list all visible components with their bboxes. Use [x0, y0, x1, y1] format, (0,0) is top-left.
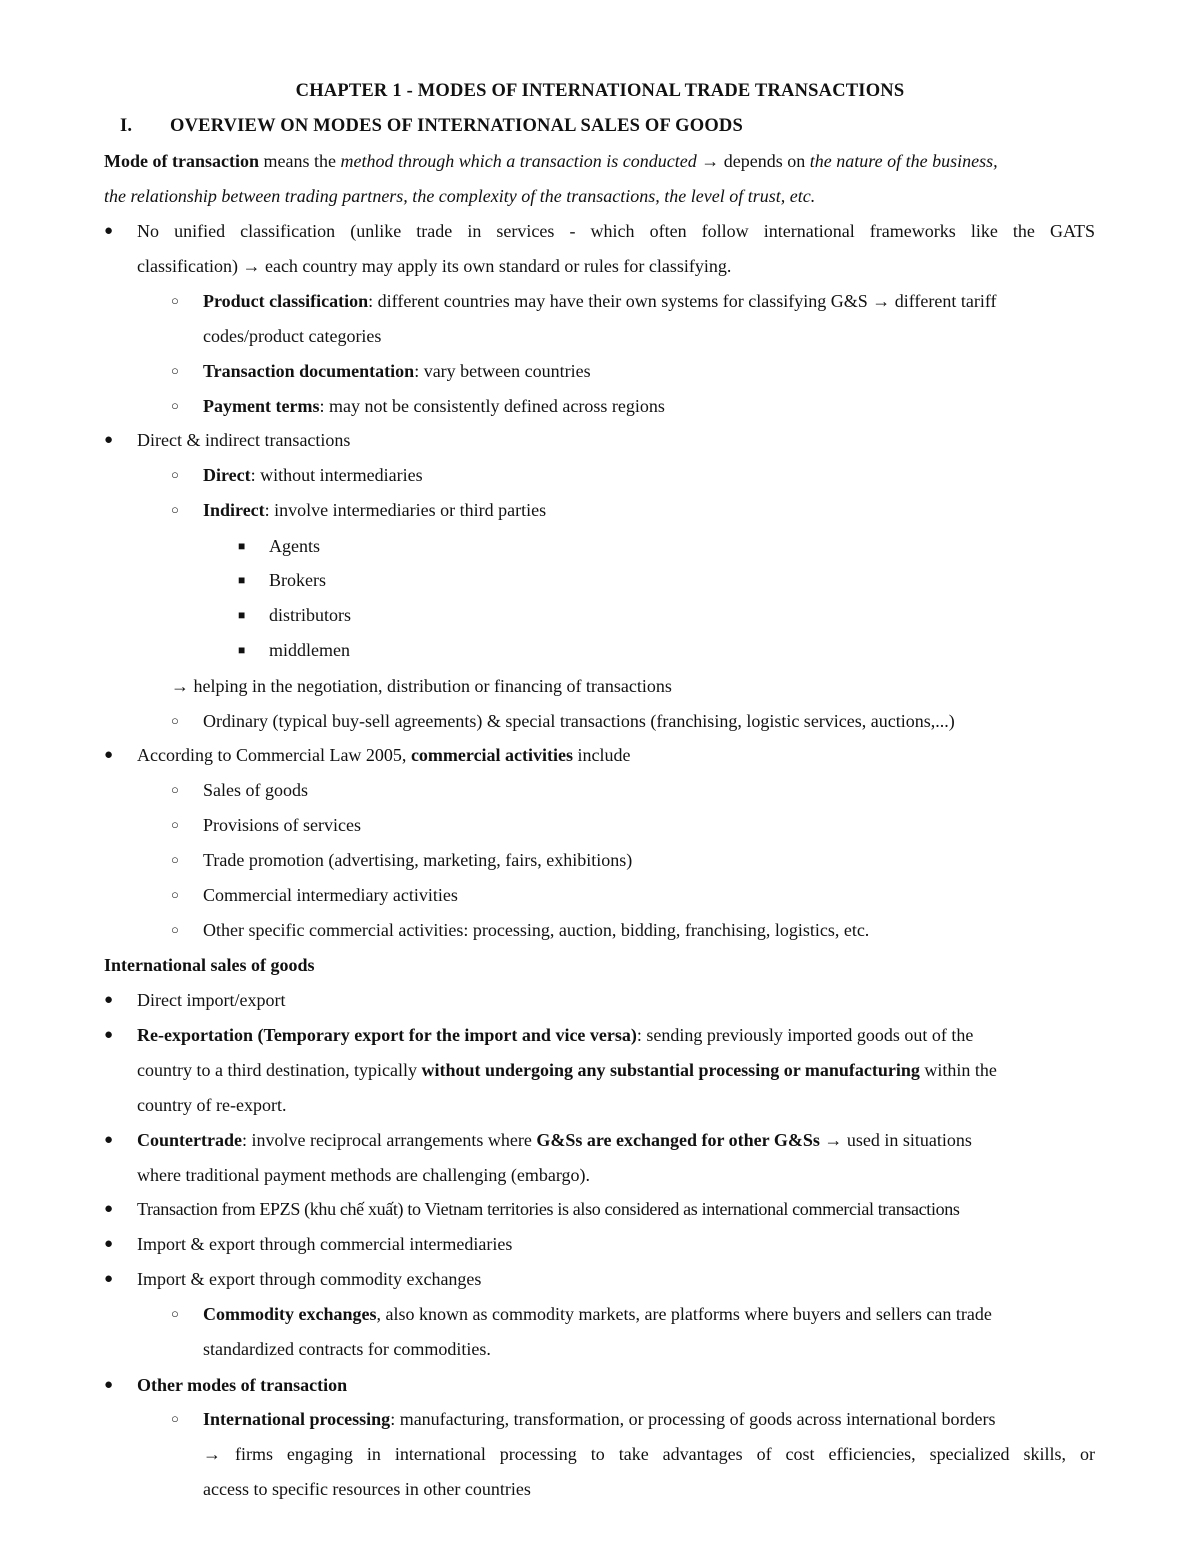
- bullet-text: country of re-export.: [137, 1095, 287, 1115]
- sub-bullet-text: [203, 395, 1095, 417]
- square-bullet-marker: ■: [238, 608, 246, 622]
- term-commodity-exchanges: Commodity exchanges: [203, 1304, 377, 1324]
- sub-bullet-text: Commercial intermediary activities: [203, 885, 458, 905]
- sub-bullet-desc: : vary between countries: [414, 361, 591, 381]
- bullet-marker: ●: [104, 1236, 114, 1252]
- term-product-classification: Product classification: [203, 291, 369, 311]
- sub-bullet-marker: ○: [171, 1411, 179, 1426]
- chapter-title: CHAPTER 1 - MODES OF INTERNATIONAL TRADE TRANSACTIONS: [295, 81, 905, 101]
- sub-bullet-text: [203, 290, 1095, 312]
- bullet-marker: ●: [104, 1377, 114, 1393]
- bullet-text: [137, 1129, 1095, 1151]
- sub-bullet-text: [203, 1408, 1095, 1430]
- section-heading: OVERVIEW ON MODES OF INTERNATIONAL SALES OF GOODS: [170, 116, 743, 136]
- square-bullet-marker: ■: [238, 539, 246, 553]
- bullet-text: [137, 1374, 1095, 1396]
- subheading: [104, 954, 1095, 976]
- bullet-text: where traditional payment methods are challenging (embargo).: [137, 1165, 591, 1185]
- sub-bullet-marker: ○: [171, 293, 179, 308]
- sub-bullet-text: Trade promotion (advertising, marketing, fairs, exhibitions): [203, 850, 633, 870]
- square-bullet-marker: ■: [238, 573, 246, 587]
- sub-bullet-marker: ○: [171, 817, 179, 832]
- intro-italic: the nature of the business,: [809, 151, 998, 171]
- bullet-emphasis: without undergoing any substantial processing or manufacturing: [421, 1060, 920, 1080]
- subheading-text: International sales of goods: [104, 955, 315, 975]
- section-number: I.: [120, 116, 133, 136]
- arrow-note: → helping in the negotiation, distribution or financing of transactions: [171, 676, 672, 696]
- sub-bullet-text: access to specific resources in other countries: [203, 1479, 531, 1499]
- sub-bullet-text: codes/product categories: [203, 326, 382, 346]
- sub-bullet-text: [203, 1303, 1095, 1325]
- bullet-marker: ●: [104, 1271, 114, 1287]
- bullet-text: [137, 1024, 1095, 1046]
- sub-bullet-marker: ○: [171, 502, 179, 517]
- intro-text: → depends on: [696, 151, 810, 171]
- bullet-desc: : sending previously imported goods out of the: [636, 1025, 974, 1045]
- bullet-marker: ●: [104, 223, 114, 239]
- term-countertrade: Countertrade: [137, 1130, 242, 1150]
- term-international-processing: International processing: [203, 1409, 391, 1429]
- sub-bullet-desc: : different countries may have their own systems for classifying G&S → different tariff: [368, 291, 997, 311]
- sub-bullet-marker: ○: [171, 398, 179, 413]
- sub-bullet-marker: ○: [171, 363, 179, 378]
- list-item: distributors: [269, 605, 352, 625]
- sub-bullet-text: Provisions of services: [203, 815, 361, 835]
- bullet-marker: ●: [104, 432, 114, 448]
- sub-bullet-text: [203, 499, 1095, 521]
- bullet-emphasis: G&Ss are exchanged for other G&Ss: [536, 1130, 820, 1150]
- bullet-text: [137, 744, 1095, 766]
- bullet-marker: ●: [104, 1027, 114, 1043]
- intro-italic: method through which a transaction is conducted: [340, 151, 697, 171]
- sub-bullet-desc: , also known as commodity markets, are platforms where buyers and sellers can trade: [376, 1304, 992, 1324]
- sub-bullet-marker: ○: [171, 887, 179, 902]
- sub-bullet-text: [203, 360, 1095, 382]
- bullet-desc: : involve reciprocal arrangements where: [241, 1130, 537, 1150]
- bullet-marker: ●: [104, 992, 114, 1008]
- bullet-text: [137, 1059, 1095, 1081]
- term-re-exportation: Re-exportation (Temporary export for the import and vice versa): [137, 1025, 637, 1045]
- sub-bullet-desc: : manufacturing, transformation, or processing of goods across international borders: [390, 1409, 996, 1429]
- bullet-text: classification) → each country may apply its own standard or rules for classifying.: [137, 256, 732, 276]
- bullet-text: Direct & indirect transactions: [137, 430, 351, 450]
- bullet-desc: include: [573, 745, 631, 765]
- sub-bullet-marker: ○: [171, 1306, 179, 1321]
- sub-bullet-text: Other specific commercial activities: processing, auction, bidding, franchising, logistics, etc.: [203, 920, 870, 940]
- term-payment-terms: Payment terms: [203, 396, 320, 416]
- list-item: middlemen: [269, 640, 350, 660]
- term-direct: Direct: [203, 465, 251, 485]
- list-item: Brokers: [269, 570, 326, 590]
- bullet-text: Transaction from EPZS (khu chế xuất) to Vietnam territories is also considered as international commercial transactions: [137, 1199, 960, 1219]
- sub-bullet-text: Sales of goods: [203, 780, 308, 800]
- intro-text: means the: [258, 151, 341, 171]
- sub-bullet-desc: : may not be consistently defined across regions: [319, 396, 665, 416]
- bullet-desc: within the: [919, 1060, 997, 1080]
- term-transaction-documentation: Transaction documentation: [203, 361, 415, 381]
- term-indirect: Indirect: [203, 500, 265, 520]
- sub-bullet-desc: : involve intermediaries or third parties: [264, 500, 547, 520]
- bullet-marker: ●: [104, 1132, 114, 1148]
- sub-bullet-marker: ○: [171, 922, 179, 937]
- bullet-text: Import & export through commodity exchanges: [137, 1269, 482, 1289]
- sub-bullet-marker: ○: [171, 713, 179, 728]
- list-item: Agents: [269, 536, 320, 556]
- term-commercial-activities: commercial activities: [410, 745, 574, 765]
- sub-bullet-marker: ○: [171, 852, 179, 867]
- square-bullet-marker: ■: [238, 643, 246, 657]
- sub-bullet-desc: : without intermediaries: [250, 465, 423, 485]
- bullet-text: Import & export through commercial intermediaries: [137, 1234, 513, 1254]
- sub-bullet-marker: ○: [171, 782, 179, 797]
- intro-line-2: [104, 185, 1095, 207]
- bullet-desc: country to a third destination, typically: [137, 1060, 422, 1080]
- bullet-text: Direct import/export: [137, 990, 286, 1010]
- term-other-modes: Other modes of transaction: [137, 1375, 348, 1395]
- term-mode-of-transaction: Mode of transaction: [104, 151, 259, 171]
- sub-bullet-marker: ○: [171, 467, 179, 482]
- bullet-desc: According to Commercial Law 2005,: [137, 745, 411, 765]
- bullet-desc: → used in situations: [819, 1130, 972, 1150]
- bullet-text: No unified classification (unlike trade in services - which often follow international frameworks like the GATS: [137, 221, 1095, 241]
- bullet-marker: ●: [104, 747, 114, 763]
- sub-bullet-text: [203, 464, 1095, 486]
- intro-line-1: [104, 150, 1096, 172]
- intro-italic: the relationship between trading partners, the complexity of the transactions, the level of trust, etc.: [104, 186, 816, 206]
- sub-bullet-text: → firms engaging in international processing to take advantages of cost efficiencies, specialized skills, or: [203, 1444, 1095, 1464]
- bullet-marker: ●: [104, 1201, 114, 1217]
- sub-bullet-text: Ordinary (typical buy-sell agreements) & special transactions (franchising, logistic services, auctions,...): [203, 711, 955, 731]
- sub-bullet-text: standardized contracts for commodities.: [203, 1339, 491, 1359]
